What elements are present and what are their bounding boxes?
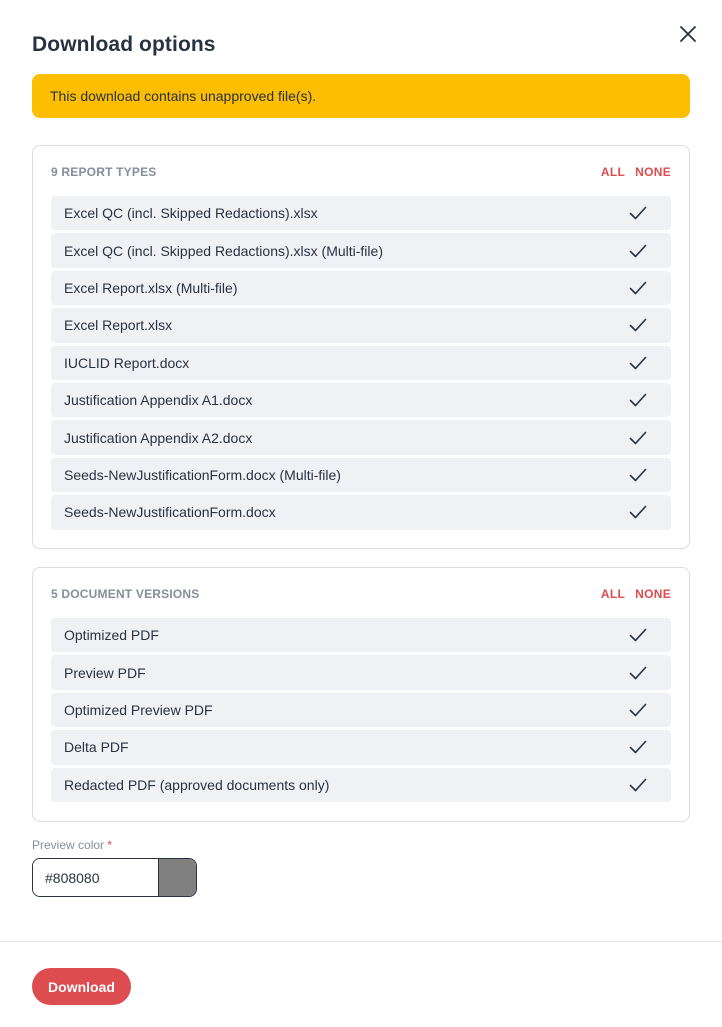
document-version-option-label: Redacted PDF (approved documents only) — [64, 776, 330, 793]
preview-color-label-text: Preview color — [32, 838, 105, 852]
report-type-option-row[interactable] — [51, 420, 671, 454]
document-versions-select-all[interactable]: ALL — [600, 586, 626, 601]
document-versions-header — [51, 568, 671, 618]
document-versions-title: 5 DOCUMENT VERSIONS — [51, 586, 200, 601]
check-icon — [629, 626, 647, 644]
preview-color-swatch[interactable] — [158, 859, 196, 896]
check-icon — [629, 466, 647, 484]
report-type-option-row[interactable] — [51, 458, 671, 492]
report-type-option-label: Excel QC (incl. Skipped Redactions).xlsx (Multi-file) — [64, 242, 383, 259]
document-version-option-row[interactable] — [51, 618, 671, 652]
report-types-header — [51, 146, 671, 196]
report-type-option-label: Justification Appendix A2.docx — [64, 429, 253, 446]
report-type-option-row[interactable] — [51, 233, 671, 267]
report-type-option-label: Seeds-NewJustificationForm.docx (Multi-file) — [64, 466, 341, 483]
unapproved-warning-banner — [32, 74, 690, 118]
report-type-option-row[interactable] — [51, 308, 671, 342]
required-mark: * — [107, 838, 113, 852]
report-type-option-label: Excel Report.xlsx — [64, 317, 173, 334]
warning-text: This download contains unapproved file(s). — [50, 88, 317, 104]
report-type-option-row[interactable] — [51, 346, 671, 380]
preview-color-label — [32, 838, 112, 852]
check-icon — [629, 279, 647, 297]
report-types-actions — [601, 165, 671, 179]
check-icon — [629, 738, 647, 756]
document-versions-list — [51, 618, 671, 802]
check-icon — [629, 391, 647, 409]
document-versions-select-none[interactable]: NONE — [635, 586, 671, 601]
check-icon — [629, 242, 647, 260]
report-types-list — [51, 196, 671, 530]
preview-color-field — [32, 858, 197, 897]
document-version-option-row[interactable] — [51, 655, 671, 689]
report-types-select-all[interactable]: ALL — [600, 164, 626, 179]
check-icon — [629, 316, 647, 334]
document-version-option-label: Optimized PDF — [64, 627, 159, 644]
report-type-option-row[interactable] — [51, 271, 671, 305]
check-icon — [629, 204, 647, 222]
check-icon — [629, 664, 647, 682]
download-button[interactable]: Download — [32, 968, 131, 1005]
close-icon — [679, 25, 697, 43]
report-type-option-row[interactable] — [51, 495, 671, 529]
document-version-option-row[interactable] — [51, 730, 671, 764]
document-version-option-row[interactable] — [51, 768, 671, 802]
report-type-option-label: Excel Report.xlsx (Multi-file) — [64, 279, 238, 296]
report-types-title: 9 REPORT TYPES — [51, 164, 157, 179]
document-version-option-label: Optimized Preview PDF — [64, 701, 213, 718]
report-type-option-row[interactable] — [51, 196, 671, 230]
check-icon — [629, 354, 647, 372]
report-type-option-label: Excel QC (incl. Skipped Redactions).xlsx — [64, 205, 318, 222]
report-type-option-label: Seeds-NewJustificationForm.docx — [64, 504, 276, 521]
document-versions-actions — [601, 587, 671, 601]
close-button[interactable] — [674, 20, 702, 48]
check-icon — [629, 776, 647, 794]
report-type-option-row[interactable] — [51, 383, 671, 417]
report-types-select-none[interactable]: NONE — [635, 164, 671, 179]
check-icon — [629, 429, 647, 447]
footer-divider — [0, 941, 722, 942]
document-versions-section — [32, 567, 690, 822]
dialog-title: Download options — [32, 33, 216, 56]
report-type-option-label: Justification Appendix A1.docx — [64, 392, 253, 409]
preview-color-input[interactable] — [33, 859, 158, 896]
document-version-option-label: Preview PDF — [64, 664, 146, 681]
check-icon — [629, 503, 647, 521]
check-icon — [629, 701, 647, 719]
report-types-section — [32, 145, 690, 549]
report-type-option-label: IUCLID Report.docx — [64, 354, 190, 371]
document-version-option-label: Delta PDF — [64, 739, 129, 756]
document-version-option-row[interactable] — [51, 693, 671, 727]
